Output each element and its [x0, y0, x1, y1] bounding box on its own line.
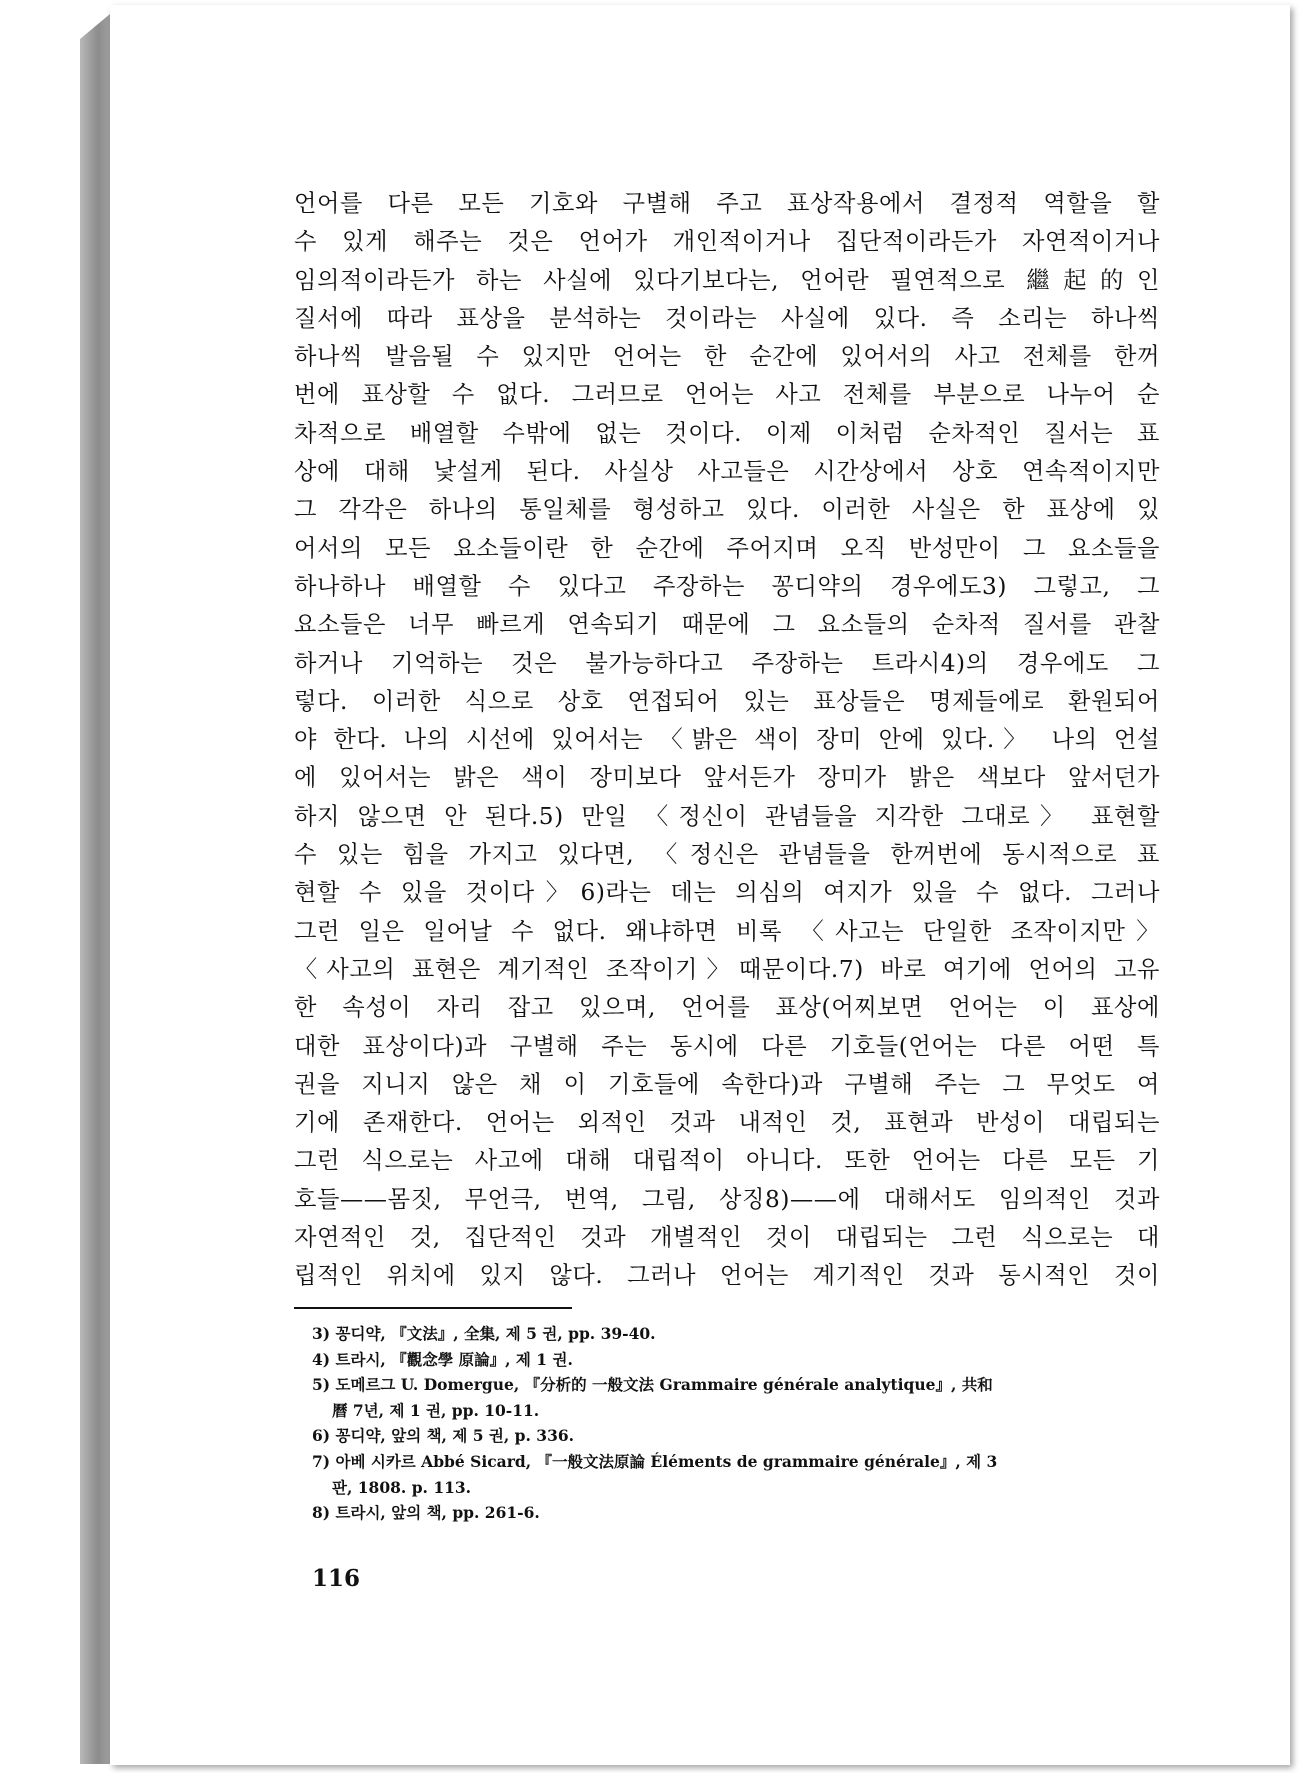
body-line: 언어를 다른 모든 기호와 구별해 주고 표상작용에서 결정적 역할을 할	[294, 190, 1160, 217]
footnote-continuation: 판, 1808. p. 113.	[332, 1477, 472, 1497]
body-line: 현할 수 있을 것이다〉6)라는 데는 의심의 여지가 있을 수 없다. 그러나	[294, 879, 1160, 907]
footnote: 7) 아베 시카르 Abbé Sicard, 『一般文法原論 Éléments de grammaire générale』, 제 3	[312, 1451, 998, 1471]
footnote: 8) 트라시, 앞의 책, pp. 261-6.	[312, 1503, 540, 1523]
body-line: 대한 표상이다)과 구별해 주는 동시에 다른 기호들(언어는 다른 어떤 특	[294, 1032, 1160, 1060]
footnotes	[312, 1321, 1162, 1526]
footnote: 4) 트라시, 『觀念學 原論』, 제 1 권.	[312, 1349, 573, 1369]
body-line: 어서의 모든 요소들이란 한 순간에 주어지며 오직 반성만이 그 요소들을	[294, 534, 1160, 562]
body-line: 하거나 기억하는 것은 불가능하다고 주장하는 트라시4)의 경우에도 그	[294, 649, 1160, 677]
body-line: 야 한다. 나의 시선에 있어서는 〈밝은 색이 장미 안에 있다.〉 나의 언설	[294, 726, 1160, 754]
body-line: 번에 표상할 수 없다. 그러므로 언어는 사고 전체를 부분으로 나누어 순	[294, 381, 1160, 409]
body-line: 자연적인 것, 집단적인 것과 개별적인 것이 대립되는 그런 식으로는 대	[294, 1224, 1160, 1252]
book-spine	[80, 14, 110, 1764]
body-line: 렇다. 이러한 식으로 상호 연접되어 있는 표상들은 명제들에로 환원되어	[294, 687, 1160, 715]
body-line: 에 있어서는 밝은 색이 장미보다 앞서든가 장미가 밝은 색보다 앞서던가	[294, 764, 1160, 792]
body-line: 권을 지니지 않은 채 이 기호들에 속한다)과 구별해 주는 그 무엇도 여	[294, 1070, 1160, 1098]
body-line: 립적인 위치에 있지 않다. 그러나 언어는 계기적인 것과 동시적인 것이	[294, 1262, 1160, 1290]
body-line: 수 있는 힘을 가지고 있다면, 〈정신은 관념들을 한꺼번에 동시적으로 표	[294, 841, 1160, 869]
body-line: 수 있게 해주는 것은 언어가 개인적이거나 집단적이라든가 자연적이거나	[294, 228, 1160, 256]
body-line: 상에 대해 낯설게 된다. 사실상 사고들은 시간상에서 상호 연속적이지만	[294, 458, 1160, 486]
body-text	[294, 185, 1160, 1296]
body-line: 그런 일은 일어날 수 없다. 왜냐하면 비록 〈사고는 단일한 조작이지만〉	[294, 917, 1160, 945]
footnote-divider	[294, 1307, 572, 1309]
body-line: 〈사고의 표현은 계기적인 조작이기〉때문이다.7) 바로 여기에 언어의 고유	[294, 955, 1160, 983]
footnote: 3) 꽁디약, 『文法』, 全集, 제 5 권, pp. 39-40.	[312, 1324, 656, 1343]
body-line: 하나하나 배열할 수 있다고 주장하는 꽁디약의 경우에도3) 그렇고, 그	[294, 572, 1160, 600]
body-line: 하지 않으면 안 된다.5) 만일 〈정신이 관념들을 지각한 그대로〉 표현할	[294, 802, 1160, 830]
body-line: 임의적이라든가 하는 사실에 있다기보다는, 언어란 필연적으로 繼起的인	[294, 266, 1160, 294]
body-line: 기에 존재한다. 언어는 외적인 것과 내적인 것, 표현과 반성이 대립되는	[294, 1109, 1160, 1137]
footnote: 5) 도메르그 U. Domergue, 『分析的 一般文法 Grammaire générale analytique』, 共和	[312, 1375, 993, 1395]
body-line: 하나씩 발음될 수 있지만 언어는 한 순간에 있어서의 사고 전체를 한꺼	[294, 343, 1160, 371]
footnote-continuation: 曆 7년, 제 1 권, pp. 10-11.	[332, 1400, 540, 1420]
page-number: 116	[312, 1565, 361, 1592]
body-line: 호들——몸짓, 무언극, 번역, 그림, 상징8)——에 대해서도 임의적인 것과	[294, 1185, 1160, 1213]
body-line: 질서에 따라 표상을 분석하는 것이라는 사실에 있다. 즉 소리는 하나씩	[294, 304, 1160, 332]
footnote: 6) 꽁디약, 앞의 책, 제 5 권, p. 336.	[312, 1426, 575, 1446]
body-line: 한 속성이 자리 잡고 있으며, 언어를 표상(어찌보면 언어는 이 표상에	[294, 994, 1160, 1022]
body-line: 요소들은 너무 빠르게 연속되기 때문에 그 요소들의 순차적 질서를 관찰	[294, 611, 1160, 639]
body-line: 그런 식으로는 사고에 대해 대립적이 아니다. 또한 언어는 다른 모든 기	[294, 1147, 1160, 1175]
body-line: 그 각각은 하나의 통일체를 형성하고 있다. 이러한 사실은 한 표상에 있	[294, 496, 1160, 524]
body-line: 차적으로 배열할 수밖에 없는 것이다. 이제 이처럼 순차적인 질서는 표	[294, 419, 1160, 447]
